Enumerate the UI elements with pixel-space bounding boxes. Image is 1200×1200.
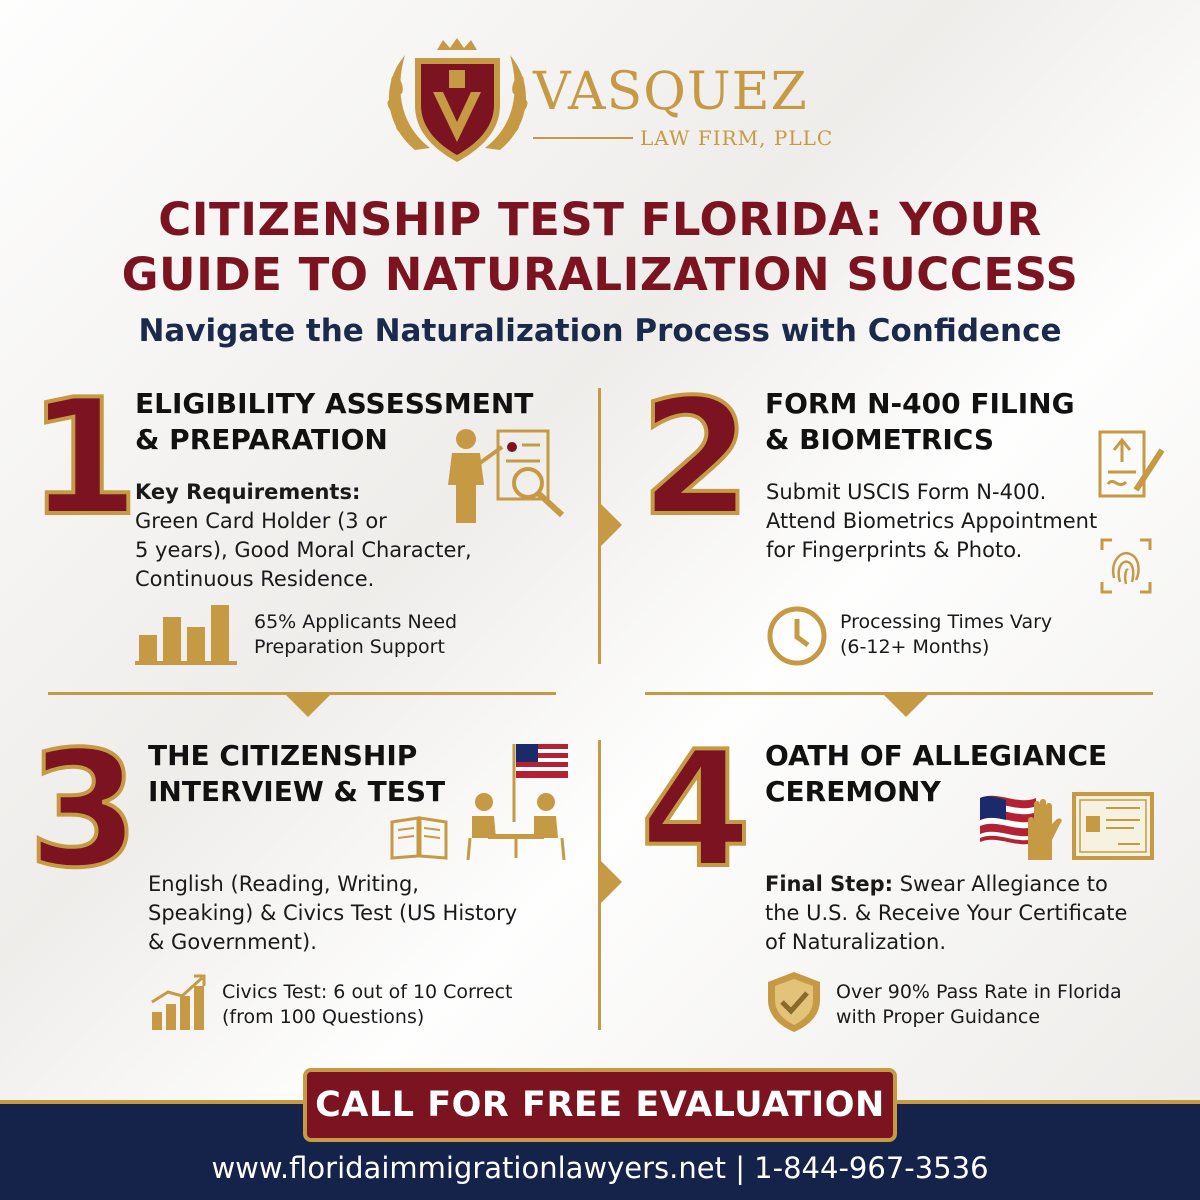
step-stat (840, 610, 1052, 660)
step-body-line: Attend Biometrics Appointment (766, 509, 1098, 533)
step-title-line: FORM N-400 FILING (765, 387, 1075, 420)
step-body-line: Continuous Residence. (135, 567, 375, 591)
arrow-right-top (600, 503, 622, 547)
step-stat-line: Over 90% Pass Rate in Florida (836, 981, 1122, 1003)
step-body-line: the U.S. & Receive Your Certificate (765, 901, 1128, 925)
interview-icon (388, 742, 573, 862)
step-body-lead: Final Step: (765, 872, 894, 896)
page-subtitle: Navigate the Naturalization Process with Confidence (138, 313, 1062, 349)
step-body-line: English (Reading, Writing, (148, 872, 419, 896)
free-evaluation-button[interactable]: CALL FOR FREE EVALUATION (303, 1068, 897, 1142)
step-number: 1 (28, 364, 140, 551)
shield-check-icon (766, 970, 822, 1034)
step-body (765, 870, 1127, 957)
step-title-line: THE CITIZENSHIP (148, 739, 418, 772)
page-title-line-1: CITIZENSHIP TEST FLORIDA: YOUR (158, 193, 1042, 246)
arrow-down-right (884, 695, 928, 717)
step-body-line: of Naturalization. (765, 930, 947, 954)
step-body-line: 5 years), Good Moral Character, (135, 538, 472, 562)
step-stat-line: (6-12+ Months) (840, 636, 990, 658)
step-stat-line: Processing Times Vary (840, 611, 1053, 633)
form-pen-icon (1096, 428, 1168, 502)
page-title-line-2: GUIDE TO NATURALIZATION SUCCESS (121, 248, 1079, 301)
brand-subname: LAW FIRM, PLLC (640, 126, 834, 150)
clock-icon (766, 605, 828, 667)
brand-name: VASQUEZ (533, 62, 808, 122)
contact-info[interactable]: www.floridaimmigrationlawyers.net | 1-844-967-3536 (211, 1151, 989, 1185)
step-stat (254, 610, 457, 660)
step-title-line: & PREPARATION (135, 423, 388, 456)
step-body (766, 478, 1097, 565)
step-number: 4 (640, 716, 752, 903)
step-body-line: Green Card Holder (3 or (135, 509, 387, 533)
growth-chart-icon (148, 972, 210, 1034)
flag-hand-certificate-icon (978, 790, 1156, 862)
step-number: 2 (640, 364, 752, 551)
step-stat-line: 65% Applicants Need (254, 611, 458, 633)
step-body-line: Speaking) & Civics Test (US History (148, 901, 518, 925)
step-number: 3 (28, 716, 140, 903)
bar-chart-icon (135, 603, 240, 665)
step-body-line: Swear Allegiance to (893, 872, 1108, 896)
arrow-right-bottom (600, 860, 622, 904)
step-body-line: Submit USCIS Form N-400. (766, 480, 1047, 504)
step-stat (222, 980, 513, 1030)
step-stat-line: Preparation Support (254, 636, 445, 658)
step-stat-line: with Proper Guidance (836, 1006, 1041, 1028)
step-title-line: OATH OF ALLEGIANCE (765, 739, 1108, 772)
step-body-lead: Key Requirements: (135, 480, 361, 504)
step-stat-line: (from 100 Questions) (222, 1006, 425, 1028)
step-body-line: for Fingerprints & Photo. (766, 538, 1023, 562)
step-title-line: CEREMONY (765, 775, 941, 808)
arrow-down-left (286, 695, 330, 717)
step-title (765, 386, 1075, 458)
fingerprint-icon (1100, 538, 1152, 594)
step-title-line: ELIGIBILITY ASSESSMENT (135, 387, 534, 420)
step-body (135, 478, 472, 594)
step-title-line: INTERVIEW & TEST (148, 775, 446, 808)
step-stat (836, 980, 1122, 1030)
step-title-line: & BIOMETRICS (765, 423, 995, 456)
step-body-line: & Government). (148, 930, 317, 954)
brand-divider (533, 137, 633, 139)
step-body (148, 870, 517, 957)
step-stat-line: Civics Test: 6 out of 10 Correct (222, 981, 513, 1003)
